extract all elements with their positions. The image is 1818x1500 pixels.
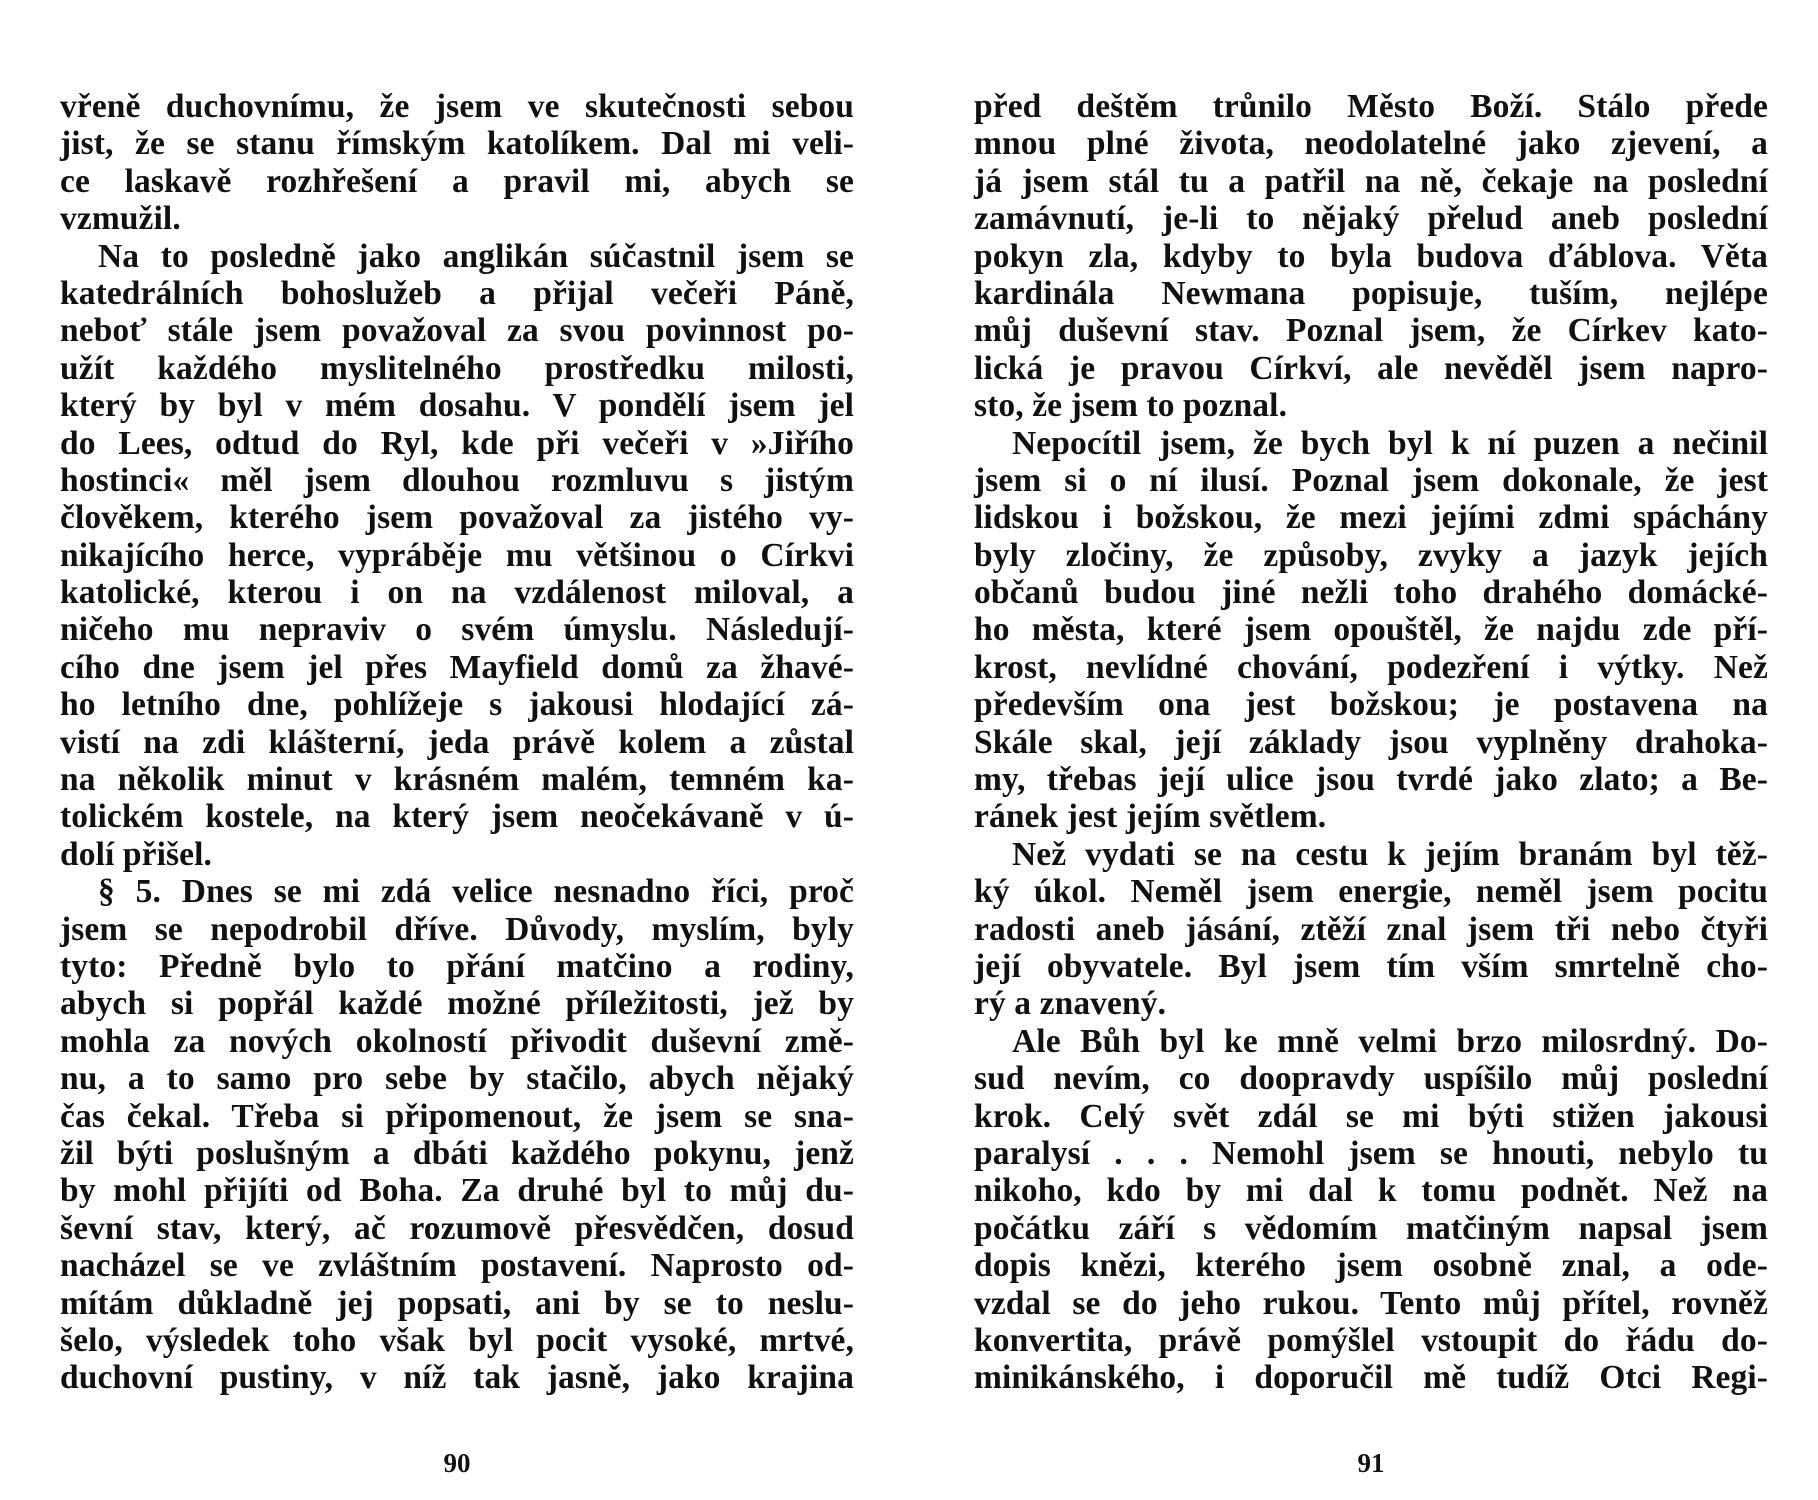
text-line: Nepocítil jsem, že bych byl k ní puzen a nečinil — [1012, 424, 1768, 462]
text-line: paralysí . . . Nemohl jsem se hnouti, nebylo tu — [974, 1134, 1768, 1172]
text-line: krok. Celý svět zdál se mi býti stižen jakousi — [974, 1097, 1768, 1135]
page-number-left: 90 — [443, 1448, 471, 1478]
text-line: ho města, které jsem opouštěl, že najdu zde pří- — [974, 611, 1768, 649]
text-line: abych si popřál každé možné příležitosti, jež by — [60, 985, 854, 1023]
text-line: lidskou i božskou, že mezi jejími zdmi spáchány — [974, 499, 1768, 537]
text-line: nikoho, kdo by mi dal k tomu podnět. Než na — [974, 1172, 1768, 1210]
text-line: ničeho mu nepraviv o svém úmyslu. Následují- — [60, 611, 854, 649]
text-line: před deštěm trůnilo Město Boží. Stálo přede — [974, 88, 1768, 125]
text-line: radosti aneb jásání, ztěží znal jsem tři nebo čtyři — [974, 910, 1768, 948]
text-line: dolí přišel. — [60, 835, 212, 873]
page-number-right: 91 — [1357, 1448, 1385, 1478]
text-line: hostinci« měl jsem dlouhou rozmluvu s jistým — [60, 461, 854, 499]
text-line: já jsem stál tu a patřil na ně, čekaje na poslední — [974, 162, 1768, 200]
text-line: ký úkol. Neměl jsem energie, neměl jsem pocitu — [974, 873, 1768, 911]
text-line: šelo, výsledek toho však byl pocit vysoké, mrtvé, — [60, 1321, 854, 1359]
text-line: rý a znavený. — [974, 985, 1167, 1023]
text-line: člověkem, kterého jsem považoval za jistého vy- — [60, 499, 854, 537]
text-line: především ona jest božskou; je postavena na — [974, 686, 1768, 724]
text-line: § 5. Dnes se mi zdá velice nesnadno říci, proč — [98, 873, 854, 911]
text-line: cího dne jsem jel přes Mayfield domů za žhavé- — [60, 648, 854, 686]
text-line: by mohl přijíti od Boha. Za druhé byl to můj du- — [60, 1172, 854, 1210]
text-line: můj duševní stav. Poznal jsem, že Církev kato- — [974, 312, 1768, 350]
left-page-text — [60, 88, 854, 1397]
text-line: jsem se nepodrobil dříve. Důvody, myslím, byly — [60, 910, 854, 948]
text-line: sto, že jsem to poznal. — [974, 387, 1288, 425]
text-line: dopis knězi, kterého jsem osobně znal, a ode- — [974, 1247, 1768, 1285]
text-line: nacházel se ve zvláštním postavení. Naprosto od- — [60, 1247, 854, 1285]
text-line: krost, nevlídné chování, podezření i výtky. Než — [974, 648, 1768, 686]
text-line: sud nevím, co doopravdy uspíšilo můj poslední — [974, 1060, 1768, 1098]
text-line: čas čekal. Třeba si připomenout, že jsem se sna- — [60, 1097, 854, 1135]
text-line: nikajícího herce, vypráběje mu většinou o Církvi — [60, 536, 854, 574]
text-line: tolickém kostele, na který jsem neočekávaně v ú- — [60, 798, 854, 836]
text-line: zamávnutí, je-li to nějaký přelud aneb poslední — [974, 200, 1768, 238]
text-line: nu, a to samo pro sebe by stačilo, abych nějaký — [60, 1060, 854, 1098]
text-line: ho letního dne, pohlížeje s jakousi hlodající zá- — [60, 686, 854, 724]
text-line: vřeně duchovnímu, že jsem ve skutečnosti sebou — [60, 88, 854, 125]
text-line: ševní stav, který, ač rozumově přesvědčen, dosud — [60, 1209, 854, 1247]
text-line: Skále skal, její základy jsou vyplněny drahoka- — [974, 723, 1768, 761]
text-line: užít každého myslitelného prostředku milosti, — [60, 349, 854, 387]
text-line: žil býti poslušným a dbáti každého pokynu, jenž — [60, 1134, 854, 1172]
text-line: minikánského, i doporučil mě tudíž Otci Regi- — [974, 1359, 1768, 1397]
text-line: ránek jest jejím světlem. — [974, 798, 1327, 836]
text-line: mnou plné života, neodolatelné jako zjevení, a — [974, 125, 1768, 163]
text-line: jsem si o ní ilusí. Poznal jsem dokonale, že jest — [974, 461, 1768, 499]
text-line: lická je pravou Církví, ale nevěděl jsem napro- — [974, 349, 1768, 387]
text-line: neboť stále jsem považoval za svou povinnost po- — [60, 312, 854, 350]
text-line: Ale Bůh byl ke mně velmi brzo milosrdný. Do- — [1012, 1022, 1768, 1060]
text-line: katolické, kterou i on na vzdálenost miloval, a — [60, 574, 854, 612]
text-line: počátku září s vědomím matčiným napsal jsem — [974, 1209, 1768, 1247]
text-line: byly zločiny, že způsoby, zvyky a jazyk jejích — [974, 536, 1768, 574]
right-page-text — [974, 88, 1768, 1397]
text-line: vistí na zdi klášterní, jeda právě kolem a zůstal — [60, 723, 854, 761]
left-page — [60, 88, 854, 1478]
text-line: Než vydati se na cestu k jejím branám byl těž- — [1012, 835, 1768, 873]
text-line: konvertita, právě pomýšlel vstoupit do řádu do- — [974, 1321, 1768, 1359]
text-line: mohla za nových okolností přivodit duševní změ- — [60, 1022, 854, 1060]
text-line: duchovní pustiny, v níž tak jasně, jako krajina — [60, 1359, 854, 1397]
text-line: na několik minut v krásném malém, temném ka- — [60, 761, 854, 799]
text-line: vzdal se do jeho rukou. Tento můj přítel, rovněž — [974, 1284, 1768, 1322]
text-line: její obyvatele. Byl jsem tím vším smrtelně cho- — [974, 947, 1768, 985]
text-line: pokyn zla, kdyby to byla budova ďáblova. Věta — [974, 237, 1768, 275]
text-line: my, třebas její ulice jsou tvrdé jako zlato; a Be- — [974, 761, 1768, 799]
right-page — [974, 88, 1768, 1478]
text-line: ce laskavě rozhřešení a pravil mi, abych se — [60, 162, 854, 200]
text-line: který by byl v mém dosahu. V pondělí jsem jel — [60, 387, 854, 425]
text-line: Na to posledně jako anglikán súčastnil jsem se — [98, 237, 854, 275]
text-line: kardinála Newmana popisuje, tuším, nejlépe — [974, 274, 1768, 312]
text-line: tyto: Předně bylo to přání matčino a rodiny, — [60, 947, 854, 985]
text-line: katedrálních bohoslužeb a přijal večeři Páně, — [60, 274, 854, 312]
text-line: vzmužil. — [60, 200, 181, 238]
text-line: občanů budou jiné nežli toho drahého domácké- — [974, 574, 1768, 612]
text-line: jist, že se stanu římským katolíkem. Dal mi veli- — [60, 125, 854, 163]
text-line: do Lees, odtud do Ryl, kde při večeři v »Jiřího — [60, 424, 854, 462]
text-line: mítám důkladně jej popsati, ani by se to neslu- — [60, 1284, 854, 1322]
